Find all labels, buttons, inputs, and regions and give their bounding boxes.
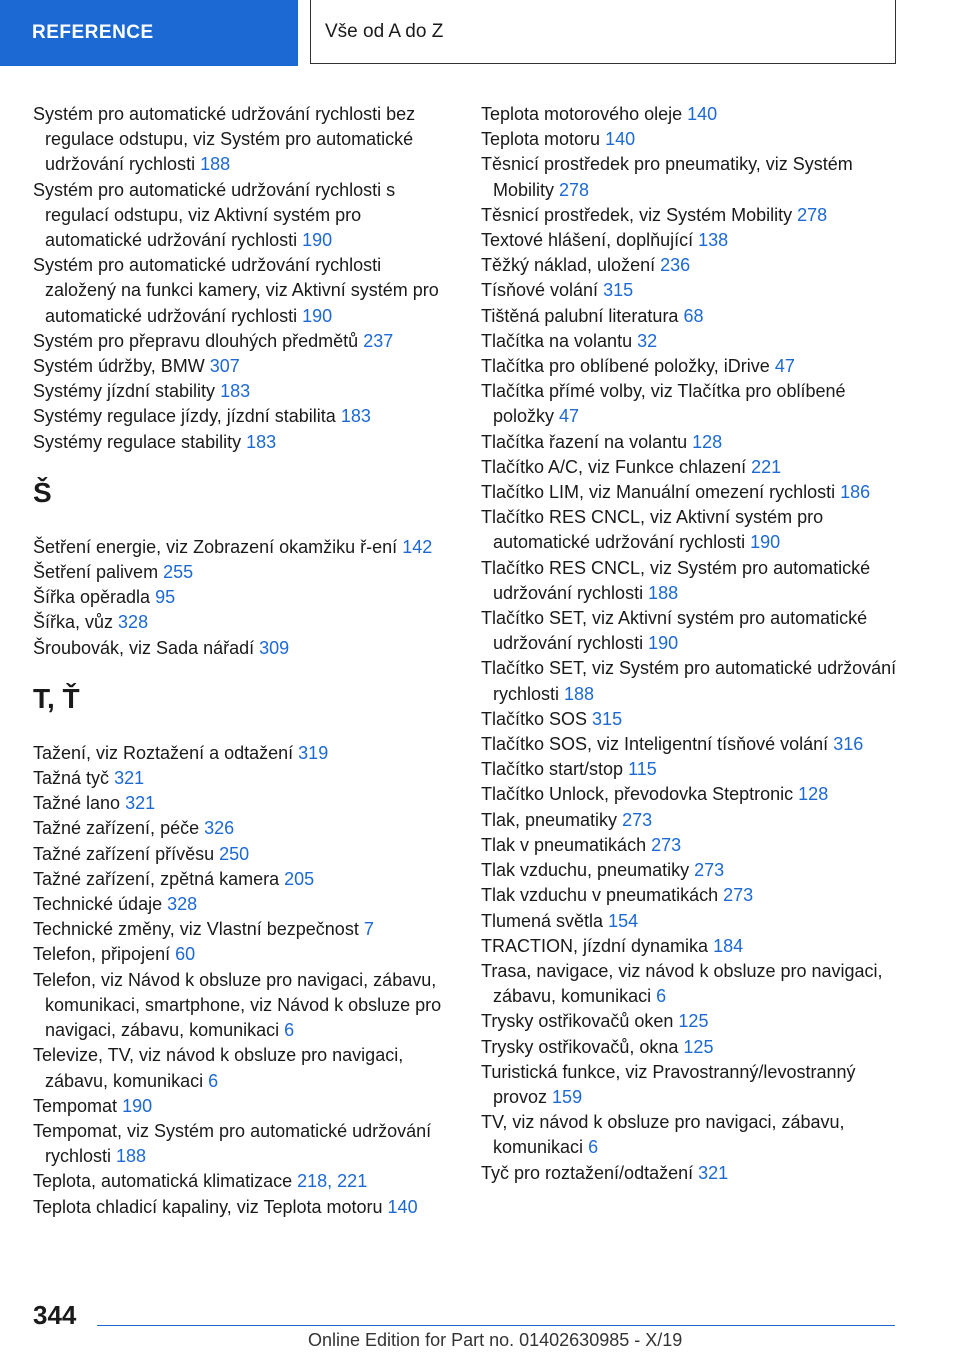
index-entry [481, 1161, 901, 1186]
index-entry-term: Tlačítko start/stop [481, 759, 624, 780]
index-page-link[interactable]: 142 [402, 536, 433, 557]
footer-divider [97, 1325, 895, 1326]
index-entry [481, 278, 901, 303]
index-entry-term: Telefon, připojení [33, 944, 171, 965]
index-page-link[interactable]: 95 [155, 587, 176, 608]
index-entry [481, 934, 901, 959]
index-entry-term: Tažné zařízení, péče [33, 818, 200, 839]
index-page-link[interactable]: 326 [204, 818, 235, 839]
index-entry [481, 1009, 901, 1034]
index-page-link[interactable]: 128 [798, 784, 829, 805]
index-page-link[interactable]: 273 [723, 885, 754, 906]
index-entry [33, 1169, 453, 1194]
index-entry [33, 942, 453, 967]
index-entry-term: Těžký náklad, uložení [481, 255, 656, 276]
index-entry-term: Systémy jízdní stability [33, 381, 216, 402]
index-entry-term: Tažná tyč [33, 768, 110, 789]
index-page-link[interactable]: 328 [118, 612, 149, 633]
index-entry [481, 782, 901, 807]
index-page-link[interactable]: 6 [588, 1137, 599, 1158]
index-entry-term: Teplota chladicí kapaliny, viz Teplota motoru [33, 1196, 383, 1217]
index-entry-term: Těsnicí prostředek pro pneumatiky, viz Systém Mobility [481, 154, 853, 200]
index-entry-term: Technické změny, viz Vlastní bezpečnost [33, 919, 359, 940]
index-entry [481, 203, 901, 228]
index-page-link[interactable]: 255 [163, 562, 194, 583]
index-entry [481, 556, 901, 606]
index-entry [33, 404, 453, 429]
index-entry-term: Trysky ostřikovačů, okna [481, 1036, 679, 1057]
index-page-link[interactable]: 154 [608, 910, 639, 931]
index-entry [33, 1119, 453, 1169]
index-entry [481, 606, 901, 656]
index-section-heading: Š [33, 476, 52, 508]
index-entry [33, 178, 453, 254]
index-entry [481, 909, 901, 934]
index-entry [481, 430, 901, 455]
index-page-link[interactable]: 183 [340, 406, 371, 427]
index-entry-term: Teplota, automatická klimatizace [33, 1171, 293, 1192]
index-entry [33, 253, 453, 329]
index-page-link[interactable]: 140 [687, 104, 718, 124]
index-entry [481, 228, 901, 253]
index-page-link[interactable]: 237 [363, 330, 394, 351]
index-entry-term: Systém pro automatické udržování rychlosti bez regulace odstupu, viz Systém pro automatické udržování rychlosti [33, 104, 416, 175]
index-page-link[interactable]: 205 [284, 868, 315, 889]
index-entry [481, 757, 901, 782]
index-entry-term: Tlačítka řazení na volantu [481, 431, 688, 452]
index-entry-term: Tlumená světla [481, 910, 604, 931]
index-entry [481, 656, 901, 706]
index-entry-term: Turistická funkce, viz Pravostranný/levostranný provoz [481, 1061, 856, 1107]
index-page-link[interactable]: 140 [605, 129, 636, 150]
index-entry-term: TV, viz návod k obsluze pro navigaci, zábavu, komunikaci [481, 1112, 845, 1158]
index-entry-term: Tyč pro roztažení/odtažení [481, 1162, 694, 1183]
index-page-link[interactable]: 273 [622, 809, 653, 830]
index-entry [33, 741, 453, 766]
index-entry [481, 732, 901, 757]
index-entry [33, 766, 453, 791]
index-entry-term: Tažné lano [33, 793, 121, 814]
index-entry [33, 842, 453, 867]
index-column-left [33, 102, 453, 1220]
index-entry [33, 917, 453, 942]
index-page-link[interactable]: 273 [651, 834, 682, 855]
index-page-link[interactable]: 321 [114, 768, 145, 789]
index-entry-term: Textové hlášení, doplňující [481, 230, 694, 251]
index-entry [481, 304, 901, 329]
index-page-link[interactable]: 328 [167, 894, 198, 915]
index-entry [33, 610, 453, 635]
index-entry-term: Tlačítko Unlock, převodovka Steptronic [481, 784, 794, 805]
index-entry [481, 707, 901, 732]
index-page-link[interactable]: 138 [698, 230, 729, 251]
index-page-link[interactable]: 188 [564, 683, 595, 704]
index-entry [481, 959, 901, 1009]
index-entry-term: Tlak, pneumatiky [481, 809, 618, 830]
index-entry-term: Šroubovák, viz Sada nářadí [33, 637, 255, 658]
index-entry-term: Televize, TV, viz návod k obsluze pro navigaci, zábavu, komunikaci [33, 1045, 404, 1091]
index-entry [481, 808, 901, 833]
index-entry [481, 858, 901, 883]
index-page-link[interactable]: 6 [208, 1070, 219, 1091]
index-entry-term: Teplota motorového oleje [481, 104, 683, 124]
index-entry-term: Systém pro přepravu dlouhých předmětů [33, 330, 359, 351]
index-entry-term: Tlačítko SOS [481, 708, 588, 729]
index-entry [33, 1094, 453, 1119]
index-entry [481, 833, 901, 858]
index-page-link[interactable]: 183 [220, 381, 251, 402]
index-page-link[interactable]: 6 [284, 1020, 295, 1041]
index-page-link[interactable]: 68 [683, 305, 704, 326]
index-page-link[interactable]: 319 [298, 742, 329, 763]
index-entry-term: Šířka opěradla [33, 587, 151, 608]
index-entry-term: Tažné zařízení, zpětná kamera [33, 868, 280, 889]
index-page-link[interactable]: 125 [683, 1036, 714, 1057]
index-page-link[interactable]: 140 [387, 1196, 418, 1217]
index-page-link[interactable]: 236 [660, 255, 691, 276]
index-entry-term: Tlačítko RES CNCL, viz Aktivní systém pro automatické udržování rychlosti [481, 507, 824, 553]
index-page-link[interactable]: 315 [592, 708, 623, 729]
index-entry [33, 1195, 453, 1220]
index-entry-term: Tištěná palubní literatura [481, 305, 679, 326]
index-entry [33, 585, 453, 610]
index-entry [33, 892, 453, 917]
chapter-title: Vše od A do Z [310, 0, 896, 64]
index-entry-term: Šetření palivem [33, 562, 159, 583]
index-entry-term: Tažení, viz Roztažení a odtažení [33, 742, 294, 763]
index-page-link[interactable]: 159 [552, 1086, 583, 1107]
index-entry [481, 1060, 901, 1110]
index-page-link[interactable]: 47 [559, 406, 580, 427]
index-entry-term: Teplota motoru [481, 129, 601, 150]
index-entry [481, 329, 901, 354]
index-entry [481, 480, 901, 505]
index-page-link[interactable]: 183 [246, 431, 277, 452]
index-page-link[interactable]: 7 [363, 919, 374, 940]
index-entry-term: Tlak vzduchu, pneumatiky [481, 860, 690, 881]
index-page-link[interactable]: 315 [603, 280, 634, 301]
index-entry-term: Tlačítka přímé volby, viz Tlačítka pro oblíbené položky [481, 381, 846, 427]
index-entry-term: Tlak vzduchu v pneumatikách [481, 885, 719, 906]
index-page-link[interactable]: 190 [122, 1095, 153, 1116]
index-entry-term: Trasa, navigace, viz návod k obsluze pro navigaci, zábavu, komunikaci [481, 960, 883, 1007]
index-entry-term: Tlačítka na volantu [481, 330, 633, 351]
index-entry-term: Systémy regulace jízdy, jízdní stabilita [33, 406, 336, 427]
page-number: 344 [33, 1300, 77, 1330]
index-entry [481, 253, 901, 278]
index-page-link[interactable]: 128 [692, 431, 723, 452]
index-entry-term: Tlačítka pro oblíbené položky, iDrive [481, 356, 770, 377]
index-entry-term: Šetření energie, viz Zobrazení okamžiku ř-ení [33, 536, 398, 557]
index-entry [33, 867, 453, 892]
index-page-link[interactable]: 125 [678, 1011, 709, 1032]
index-page-link[interactable]: 321 [125, 793, 156, 814]
index-entry-term: Systém pro automatické udržování rychlosti s regulací odstupu, viz Aktivní systém pro automatické udržování rychlosti [33, 179, 396, 251]
index-page-link[interactable]: 321 [698, 1162, 729, 1183]
index-page-link[interactable]: 190 [302, 230, 333, 251]
index-page-link[interactable]: 47 [774, 356, 795, 377]
index-entry [33, 636, 453, 661]
index-entry [481, 152, 901, 202]
index-page-link[interactable]: 190 [750, 532, 781, 553]
index-entry-term: Tempomat [33, 1095, 118, 1116]
index-page-link[interactable]: 250 [219, 843, 250, 864]
index-page-link[interactable]: 309 [259, 637, 290, 658]
index-entry [33, 430, 453, 455]
index-entry [33, 816, 453, 841]
index-page-link[interactable]: 190 [302, 305, 333, 326]
index-entry [481, 455, 901, 480]
index-entry [33, 1043, 453, 1093]
index-page-link[interactable]: 190 [648, 633, 679, 654]
index-entry-term: Tlačítko SOS, viz Inteligentní tísňové volání [481, 734, 829, 755]
index-entry [33, 354, 453, 379]
index-entry [33, 968, 453, 1044]
index-page-link[interactable]: 278 [797, 204, 828, 225]
index-entry-term: Tlačítko LIM, viz Manuální omezení rychlosti [481, 482, 836, 503]
index-entry [33, 102, 453, 178]
index-page-link[interactable]: 307 [209, 356, 240, 377]
index-entry [481, 379, 901, 429]
index-page-link[interactable]: 188 [648, 582, 679, 603]
index-entry-term: Systém pro automatické udržování rychlosti založený na funkci kamery, viz Aktivní systém pro automatické udržování rychlosti [33, 255, 439, 326]
index-entry [481, 505, 901, 555]
index-entry-term: Tempomat, viz Systém pro automatické udržování rychlosti [33, 1120, 432, 1167]
section-tab[interactable]: REFERENCE [0, 0, 298, 66]
index-entry-term: TRACTION, jízdní dynamika [481, 935, 709, 956]
index-entry-term: Systém údržby, BMW [33, 356, 205, 377]
edition-note: Online Edition for Part no. 01402630985 - X/19 [308, 1330, 683, 1350]
index-page-link[interactable]: 221 [751, 456, 782, 477]
index-entry-term: Tlak v pneumatikách [481, 834, 647, 855]
index-page-link[interactable]: 188 [200, 154, 231, 175]
index-section-heading: T, Ť [33, 682, 80, 714]
index-entry [33, 560, 453, 585]
index-entry [481, 1110, 901, 1160]
index-entry-term: Tažné zařízení přívěsu [33, 843, 215, 864]
index-entry [33, 791, 453, 816]
index-page-link[interactable]: 316 [833, 734, 864, 755]
index-entry-term: Tlačítko A/C, viz Funkce chlazení [481, 456, 747, 477]
index-page-link[interactable]: 188 [116, 1146, 147, 1167]
index-column-right [481, 102, 901, 1186]
index-entry-term: Technické údaje [33, 894, 163, 915]
index-page-link[interactable]: 60 [175, 944, 196, 965]
index-page-link[interactable]: 184 [713, 935, 744, 956]
index-entry [33, 535, 453, 560]
index-entry [481, 1035, 901, 1060]
index-entry [481, 354, 901, 379]
index-page-link[interactable]: 115 [628, 759, 657, 780]
index-entry-term: Telefon, viz Návod k obsluze pro navigaci, zábavu, komunikaci, smartphone, viz Návod k obsluze pro navigaci, zábavu, komunikaci [33, 969, 442, 1041]
index-entry-term: Tlačítko RES CNCL, viz Systém pro automatické udržování rychlosti [481, 557, 871, 603]
index-entry-term: Těsnicí prostředek, viz Systém Mobility [481, 204, 793, 225]
index-entry [33, 329, 453, 354]
index-page-link[interactable]: 218, 221 [297, 1171, 368, 1192]
index-entry [481, 127, 901, 152]
index-page-link[interactable]: 6 [656, 986, 667, 1007]
index-page-link[interactable]: 273 [694, 860, 725, 881]
page-header [0, 0, 960, 66]
index-entry-term: Šířka, vůz [33, 612, 114, 633]
index-entry [33, 379, 453, 404]
index-entry [481, 102, 901, 127]
index-page-link[interactable]: 278 [559, 179, 590, 200]
index-entry-term: Tísňové volání [481, 280, 599, 301]
index-entry-term: Tlačítko SET, viz Aktivní systém pro automatické udržování rychlosti [481, 608, 868, 654]
index-entry-term: Tlačítko SET, viz Systém pro automatické udržování rychlosti [481, 658, 897, 704]
index-entry [481, 883, 901, 908]
index-page-link[interactable]: 32 [637, 330, 658, 351]
index-entry-term: Trysky ostřikovačů oken [481, 1011, 674, 1032]
index-entry-term: Systémy regulace stability [33, 431, 242, 452]
index-page-link[interactable]: 186 [840, 482, 871, 503]
